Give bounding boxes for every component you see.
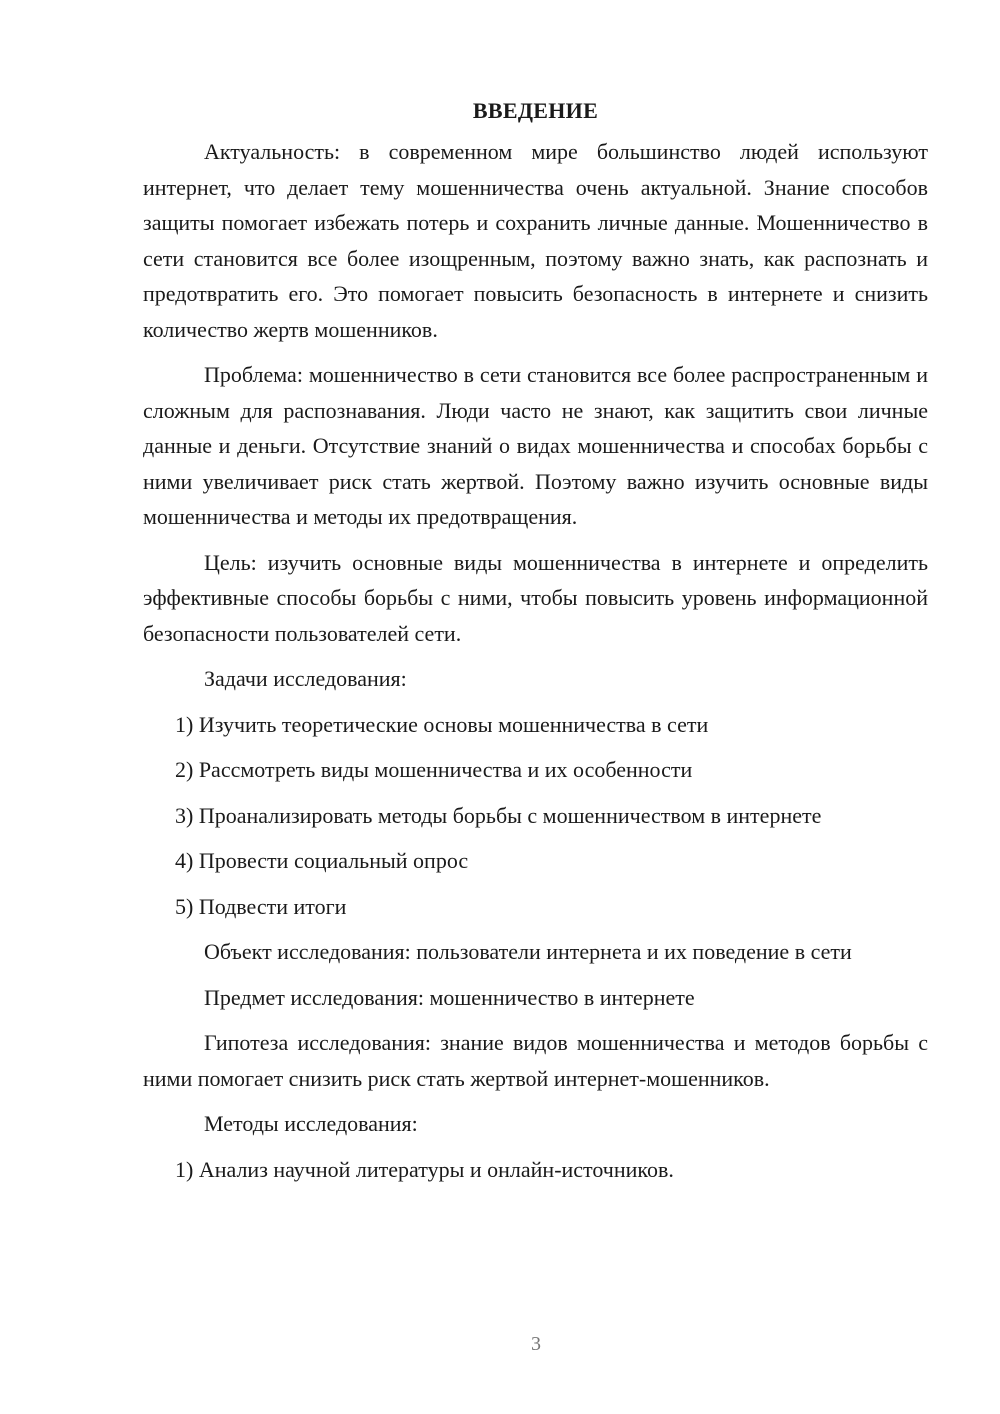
task-item: 4) Провести социальный опрос	[175, 848, 469, 873]
task-item: 3) Проанализировать методы борьбы с мошенничеством в интернете	[175, 802, 822, 828]
tasks-heading: Задачи исследования:	[204, 666, 407, 691]
goal-paragraph: Цель: изучить основные виды мошенничества в интернете и определить эффективные способы борьбы с ними, чтобы повысить уровень информационной безопасности пользователей сети.	[143, 549, 928, 646]
page-content	[143, 94, 928, 1187]
subject-paragraph: Предмет исследования: мошенничество в интернете	[204, 984, 695, 1010]
section-title: ВВЕДЕНИЕ	[472, 98, 599, 123]
task-item: 2) Рассмотреть виды мошенничества и их особенности	[175, 757, 693, 782]
methods-heading: Методы исследования:	[204, 1111, 418, 1136]
object-paragraph: Объект исследования: пользователи интернета и их поведение в сети	[204, 939, 852, 964]
relevance-paragraph: Актуальность: в современном мире большинство людей используют интернет, что делает тему мошенничества очень актуальной. Знание способов защиты помогает избежать потерь и сохранить личные данные. Мошенничество в сети становится все более изощренным, поэтому важно знать, как распознать и предотвратить его. Это помогает повысить безопасность в интернете и снизить количество жертв мошенников.	[143, 139, 928, 342]
hypothesis-paragraph: Гипотеза исследования: знание видов мошенничества и методов борьбы с ними помогает снизить риск стать жертвой интернет-мошенников.	[143, 1030, 928, 1091]
method-item: 1) Анализ научной литературы и онлайн-источников.	[175, 1156, 674, 1182]
task-item: 5) Подвести итоги	[175, 893, 347, 919]
task-item: 1) Изучить теоретические основы мошенничества в сети	[175, 711, 709, 737]
problem-paragraph: Проблема: мошенничество в сети становится все более распространенным и сложным для распознавания. Люди часто не знают, как защитить свои личные данные и деньги. Отсутствие знаний о видах мошенничества и способах борьбы с ними увеличивает риск стать жертвой. Поэтому важно изучить основные виды мошенничества и методы их предотвращения.	[143, 362, 928, 529]
page-number: 3	[531, 1333, 541, 1355]
